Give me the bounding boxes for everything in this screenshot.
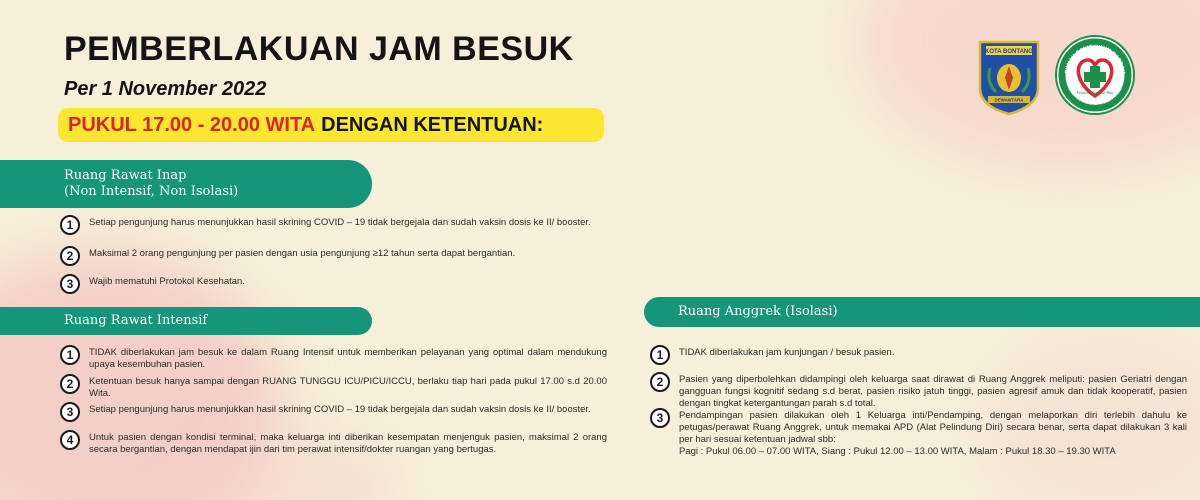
item-number: 2 bbox=[650, 372, 670, 392]
item-number: 4 bbox=[60, 430, 80, 450]
item-number: 2 bbox=[60, 374, 80, 394]
page-title: PEMBERLAKUAN JAM BESUK bbox=[64, 30, 574, 68]
kota-bontang-logo bbox=[976, 36, 1042, 116]
list-item bbox=[60, 215, 607, 235]
section-title: Ruang Rawat Inap bbox=[64, 168, 187, 183]
section-header-rawat-intensif bbox=[0, 307, 372, 335]
list-item bbox=[60, 274, 607, 294]
hours-banner bbox=[58, 108, 604, 142]
page-subtitle: Per 1 November 2022 bbox=[64, 78, 267, 100]
item-text: Pasien yang diperbolehkan didampingi oleh keluarga saat dirawat di Ruang Anggrek meliputi: pasien Geriatri dengan gangguan fungsi kognitif sedang s.d berat, pasien risiko jatuh tinggi, pasien agresif amuk dan tidak kooperatif, pasien dengan tingkat ketergantungan parah s.d total. bbox=[679, 374, 1187, 409]
item-text: Setiap pengunjung harus menunjukkan hasil skrining COVID – 19 tidak bergejala dan sudah vaksin dosis ke II/ booster. bbox=[89, 217, 591, 228]
section-subtitle: (Non Intensif, Non Isolasi) bbox=[64, 184, 239, 199]
rsud-arc-top: RUMAH SAKIT UMUM DAERAH bbox=[1063, 43, 1127, 75]
item-number: 3 bbox=[60, 274, 80, 294]
section-header-rawat-inap bbox=[0, 160, 372, 208]
list-item bbox=[60, 345, 607, 371]
schedule-text: Pagi : Pukul 06.00 – 07.00 WITA, Siang : Pukul 12.00 – 13.00 WITA, Malam : Pukul 18.30 – 19.30 WITA bbox=[679, 446, 1116, 457]
item-number: 1 bbox=[60, 345, 80, 365]
section-title: Ruang Rawat Intensif bbox=[64, 313, 208, 328]
item-text: TIDAK diberlakukan jam besuk ke dalam Ruang Intensif untuk memberikan pelayanan yang optimal dalam mendukung upaya kesembuhan pasien. bbox=[89, 347, 607, 370]
item-text-block bbox=[679, 408, 1187, 458]
item-text: Setiap pengunjung harus menunjukkan hasil skrining COVID – 19 tidak bergejala dan sudah vaksin dosis ke II/ booster. bbox=[89, 404, 591, 415]
rsud-logo bbox=[1054, 34, 1136, 116]
visiting-hours: PUKUL 17.00 - 20.00 WITA bbox=[68, 113, 316, 136]
conditions-label: DENGAN KETENTUAN: bbox=[321, 113, 544, 136]
item-number: 1 bbox=[60, 215, 80, 235]
list-item bbox=[650, 345, 1187, 365]
item-text: TIDAK diberlakukan jam kunjungan / besuk pasien. bbox=[679, 347, 895, 358]
list-item bbox=[60, 374, 607, 400]
item-text: Wajib mematuhi Protokol Kesehatan. bbox=[89, 276, 245, 287]
list-item bbox=[650, 408, 1187, 458]
section-header-anggrek bbox=[644, 297, 1200, 327]
list-item bbox=[60, 430, 607, 456]
list-item bbox=[650, 372, 1187, 410]
item-text: Ketentuan besuk hanya sampai dengan RUANG TUNGGU ICU/PICU/ICCU, berlaku tiap hari pada pukul 17.00 s.d 20.00 Wita. bbox=[89, 376, 607, 399]
item-number: 3 bbox=[60, 402, 80, 422]
item-text: Pendampingan pasien dilakukan oleh 1 Keluarga inti/Pendamping, dengan melaporkan diri terlebih dahulu ke petugas/perawat Ruang Anggrek, untuk memakai APD (Alat Pelindung Diri) secara benar, serta dapat dilakukan 3 kali per hari sesuai ketentuan jadwal sbb: bbox=[679, 410, 1187, 445]
item-number: 1 bbox=[650, 345, 670, 365]
list-item bbox=[60, 246, 607, 266]
section-title: Ruang Anggrek (Isolasi) bbox=[678, 304, 838, 319]
rsud-tagline: Pelayani Sepenuh Hati bbox=[1076, 90, 1114, 95]
list-item bbox=[60, 402, 607, 422]
bontang-label: KOTA BONTANG bbox=[985, 49, 1033, 56]
rsud-arc-bottom: TAMAN HUSADA BONTANG bbox=[1067, 86, 1123, 107]
item-text: Untuk pasien dengan kondisi terminal, maka keluarga inti diberikan kesempatan menjenguk pasien, maksimal 2 orang secara bergantian, dengan mendapat ijin dari tim perawat intensif/dokter ruangan yang bertugas. bbox=[89, 432, 607, 455]
item-text: Maksimal 2 orang pengunjung per pasien dengan usia pengunjung ≥12 tahun serta dapat bergantian. bbox=[89, 248, 516, 259]
item-number: 3 bbox=[650, 408, 670, 428]
bontang-motto: DEWANTARA bbox=[994, 97, 1024, 103]
item-number: 2 bbox=[60, 246, 80, 266]
